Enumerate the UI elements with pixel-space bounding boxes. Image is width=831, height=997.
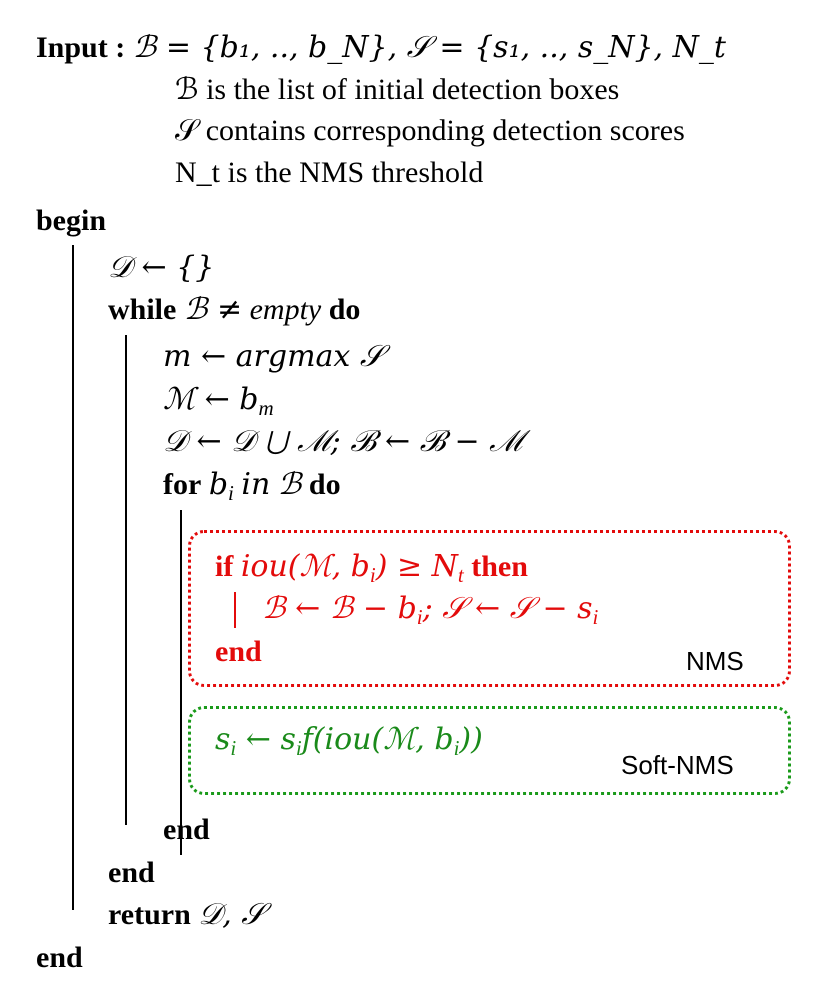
return-line xyxy=(108,897,265,933)
nms-body-sub2: i xyxy=(592,605,599,630)
assign-m-line xyxy=(163,382,274,420)
for-end-keyword: end xyxy=(163,813,210,846)
while-end-keyword: end xyxy=(108,856,155,889)
soft-nms-tag: Soft-NMS xyxy=(621,750,734,780)
init-line: 𝒟 ← {} xyxy=(108,250,215,285)
while-line xyxy=(108,292,360,328)
nms-if-cond-sub: i xyxy=(369,563,376,588)
while-keyword: while xyxy=(108,293,177,326)
nms-body-line xyxy=(262,591,598,629)
while-do-keyword: do xyxy=(328,293,361,326)
input-sets: ℬ = {b₁, .., b_N}, 𝒮 = {s₁, .., s_N}, N_t xyxy=(132,30,726,65)
nms-end-keyword: end xyxy=(215,635,262,668)
soft-rest-sub: i xyxy=(453,736,460,761)
while-empty: empty xyxy=(249,293,322,326)
soft-mid-sub: i xyxy=(295,736,302,761)
nms-tag: NMS xyxy=(686,646,744,676)
nms-if-block-bar xyxy=(234,592,236,628)
soft-lhs: s xyxy=(215,722,231,757)
nms-body-text: ℬ ← ℬ − b xyxy=(262,591,417,626)
nms-body-rest: ; 𝒮 ← 𝒮 − s xyxy=(422,591,593,626)
soft-mid: ← s xyxy=(236,722,296,757)
nms-if-keyword: if xyxy=(215,550,234,583)
nms-if-cond-rest: ) ≥ N xyxy=(375,549,458,584)
input-desc-s: 𝒮 contains corresponding detection scores xyxy=(175,114,685,147)
input-desc-nt: N_t is the NMS threshold xyxy=(175,156,484,189)
nms-if-cond: iou(ℳ, b xyxy=(240,549,370,584)
soft-lhs-sub: i xyxy=(230,736,237,761)
for-line xyxy=(163,467,341,505)
while-condition: ℬ ≠ xyxy=(183,292,243,327)
for-var-sub: i xyxy=(228,481,234,506)
for-do-keyword: do xyxy=(308,468,341,501)
return-keyword: return xyxy=(108,898,191,931)
soft-nms-line xyxy=(215,722,483,760)
nms-body-sub: i xyxy=(416,605,423,630)
input-desc-b: ℬ is the list of initial detection boxes xyxy=(175,73,620,106)
input-colon: : xyxy=(107,31,133,64)
begin-end-keyword: end xyxy=(36,941,83,974)
for-keyword: for xyxy=(163,468,202,501)
for-block-bar xyxy=(180,510,182,855)
soft-end: )) xyxy=(459,722,483,757)
begin-keyword: begin xyxy=(36,204,107,237)
update-line: 𝒟 ← 𝒟 ⋃ ℳ; ℬ ← ℬ − ℳ xyxy=(163,424,523,459)
for-in: in xyxy=(241,467,271,502)
for-var: b xyxy=(208,467,229,502)
for-set: ℬ xyxy=(277,467,302,502)
while-block-bar xyxy=(125,335,127,825)
nms-if-cond-sub2: t xyxy=(457,563,464,588)
assign-m-text: ℳ ← b xyxy=(163,382,259,417)
return-values: 𝒟, 𝒮 xyxy=(198,897,265,932)
nms-if-line xyxy=(215,549,528,587)
nms-then-keyword: then xyxy=(471,550,528,583)
input-line xyxy=(36,30,726,66)
begin-block-bar xyxy=(72,245,74,910)
assign-m-sub: m xyxy=(258,396,274,421)
input-keyword: Input xyxy=(36,31,108,64)
soft-rest: f(iou(ℳ, b xyxy=(301,722,454,757)
argmax-line: m ← argmax 𝒮 xyxy=(163,339,384,374)
